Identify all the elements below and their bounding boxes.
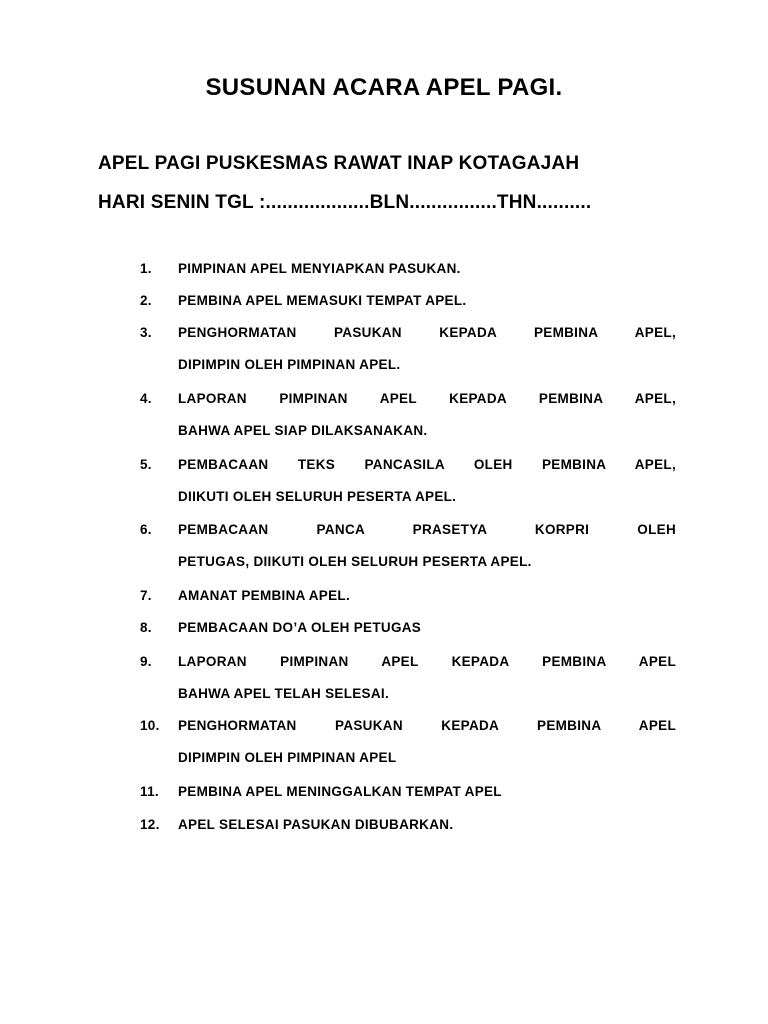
item-text: PEMBINA APEL MENINGGALKAN TEMPAT APEL xyxy=(178,784,502,799)
item-number: 4. xyxy=(140,391,152,406)
subtitle-location: APEL PAGI PUSKESMAS RAWAT INAP KOTAGAJAH xyxy=(98,153,580,174)
item-text: PIMPINAN APEL MENYIAPKAN PASUKAN. xyxy=(178,261,461,276)
item-text-continued: DIPIMPIN OLEH PIMPINAN APEL. xyxy=(178,357,401,372)
subtitle-date: HARI SENIN TGL :...................BLN................THN.......... xyxy=(98,192,592,213)
item-text: LAPORAN PIMPINAN APEL KEPADA PEMBINA APEL, xyxy=(178,391,676,406)
item-text: APEL SELESAI PASUKAN DIBUBARKAN. xyxy=(178,817,454,832)
item-text-continued: BAHWA APEL SIAP DILAKSANAKAN. xyxy=(178,423,428,438)
item-text-continued: BAHWA APEL TELAH SELESAI. xyxy=(178,686,390,701)
item-text-continued: PETUGAS, DIIKUTI OLEH SELURUH PESERTA APEL. xyxy=(178,554,532,569)
item-number: 8. xyxy=(140,620,152,635)
item-text-continued: DIIKUTI OLEH SELURUH PESERTA APEL. xyxy=(178,489,457,504)
item-number: 2. xyxy=(140,293,152,308)
item-text: AMANAT PEMBINA APEL. xyxy=(178,588,350,603)
item-number: 3. xyxy=(140,325,152,340)
item-text: PEMBACAAN PANCA PRASETYA KORPRI OLEH xyxy=(178,522,676,537)
document-title: SUSUNAN ACARA APEL PAGI. xyxy=(205,74,563,101)
item-number: 10. xyxy=(140,718,160,733)
item-text: PEMBACAAN TEKS PANCASILA OLEH PEMBINA APEL, xyxy=(178,457,676,472)
item-text: PEMBINA APEL MEMASUKI TEMPAT APEL. xyxy=(178,293,467,308)
item-number: 12. xyxy=(140,817,160,832)
item-text-continued: DIPIMPIN OLEH PIMPINAN APEL xyxy=(178,750,397,765)
item-number: 5. xyxy=(140,457,152,472)
item-number: 9. xyxy=(140,654,152,669)
item-text: PENGHORMATAN PASUKAN KEPADA PEMBINA APEL, xyxy=(178,325,676,340)
item-text: LAPORAN PIMPINAN APEL KEPADA PEMBINA APEL xyxy=(178,654,676,669)
item-text: PEMBACAAN DO’A OLEH PETUGAS xyxy=(178,620,422,635)
item-number: 7. xyxy=(140,588,152,603)
item-number: 6. xyxy=(140,522,152,537)
item-number: 1. xyxy=(140,261,152,276)
item-text: PENGHORMATAN PASUKAN KEPADA PEMBINA APEL xyxy=(178,718,676,733)
item-number: 11. xyxy=(140,784,159,799)
